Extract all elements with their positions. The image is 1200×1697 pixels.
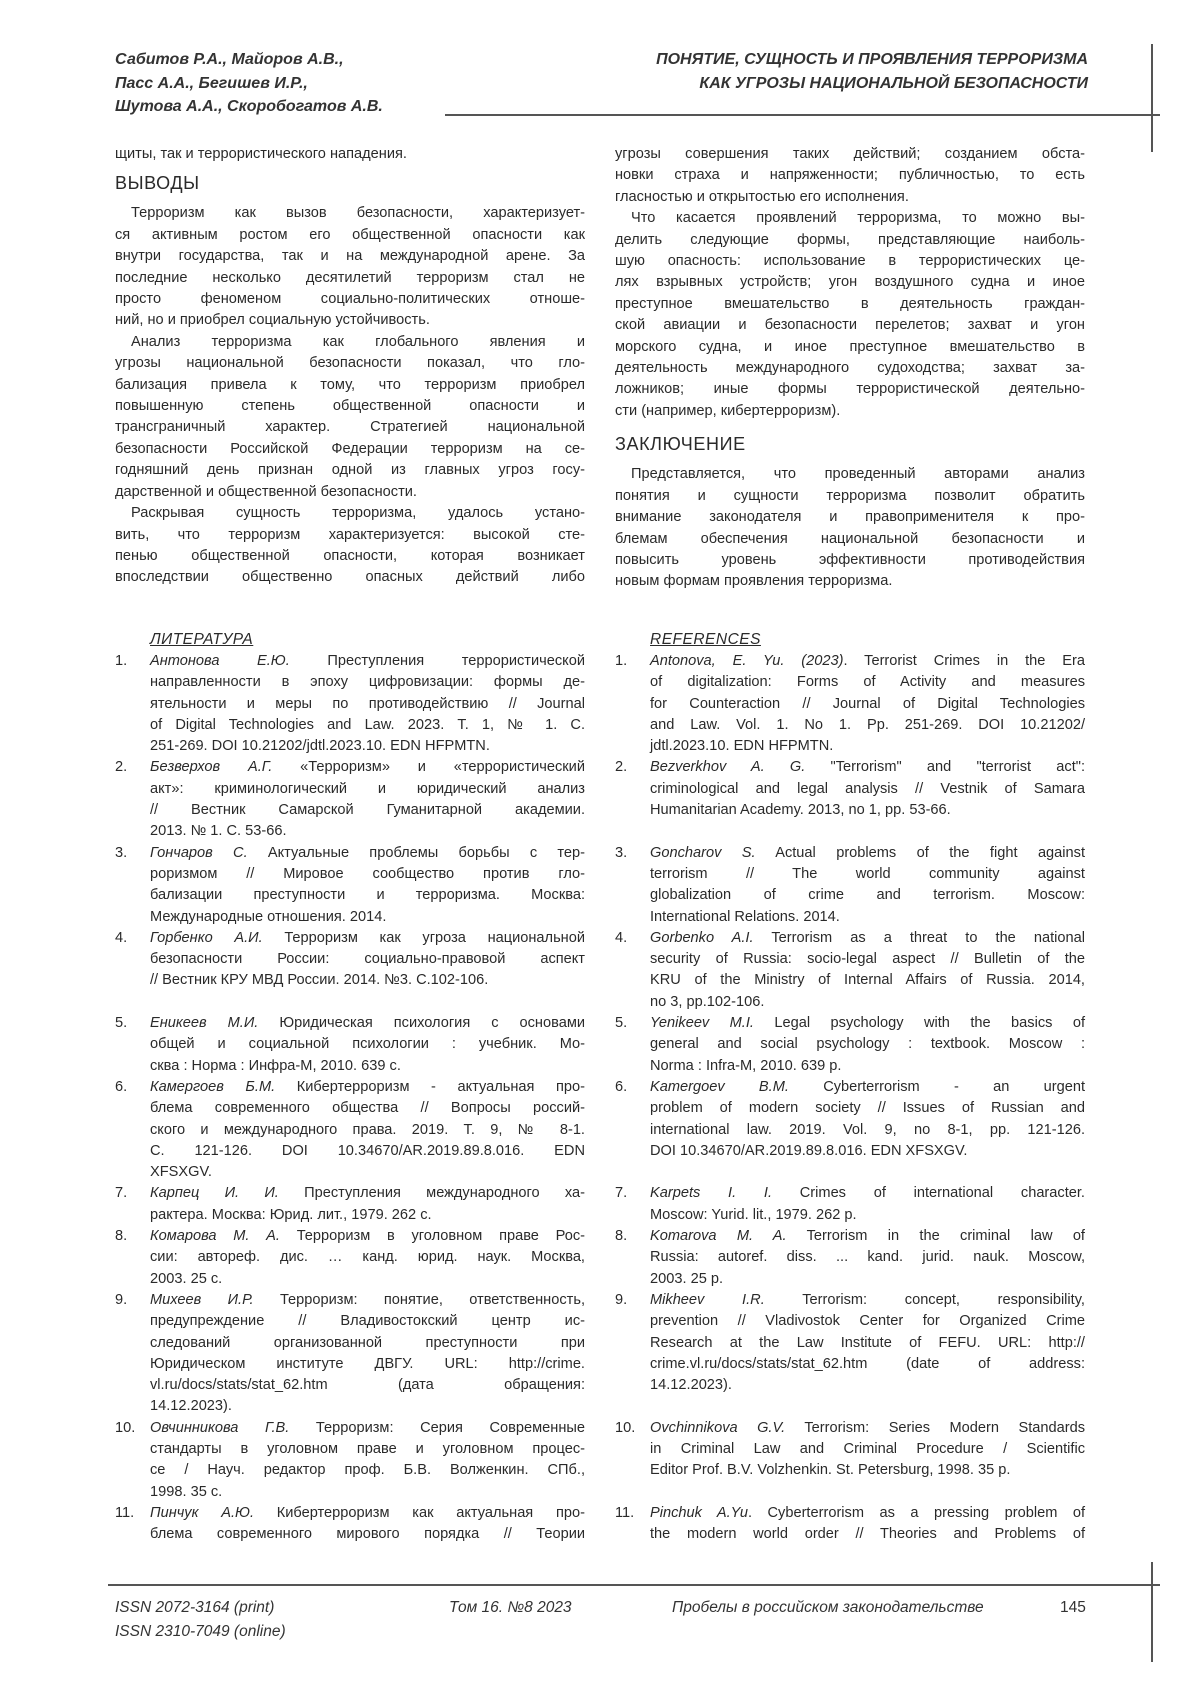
reference-number: 9.	[115, 1290, 150, 1418]
reference-item-ru	[115, 757, 585, 842]
reference-author: Mikheev I.R.	[650, 1292, 765, 1308]
reference-text	[150, 1290, 585, 1418]
reference-item-en	[615, 651, 1085, 757]
reference-author: Безверхов А.Г.	[150, 759, 272, 775]
text-line: понятия и сущности терроризма позволит обратить	[615, 486, 1085, 507]
text-line: годняшний день признан одной из главных угроз госу-	[115, 460, 585, 481]
text-line: of digitalization: Forms of Activity and measures	[650, 672, 1085, 693]
text-line: Терроризм как вызов безопасности, характеризует-	[115, 203, 585, 224]
text-line: Анализ терроризма как глобального явления и	[115, 332, 585, 353]
paragraph	[115, 332, 585, 503]
text-line: лях взрывных устройств; угон воздушного судна и иное	[615, 272, 1085, 293]
reference-number: 7.	[115, 1183, 150, 1226]
reference-text	[150, 651, 585, 757]
reference-item-ru	[115, 1226, 585, 1290]
reference-item-en	[615, 1226, 1085, 1290]
reference-author: Gorbenko A.I.	[650, 930, 754, 946]
reference-text	[650, 1290, 1085, 1418]
text-line: the modern world order // Theories and Problems of	[650, 1524, 1085, 1545]
text-line: Международные отношения. 2014.	[150, 907, 585, 928]
text-line: of Digital Technologies and Law. 2023. Т. 1, № 1. С.	[150, 715, 585, 736]
reference-author: Камергоев Б.М.	[150, 1079, 275, 1095]
text-line: globalization of crime and terrorism. Moscow:	[650, 885, 1085, 906]
text-line: шую опасность: использование в террористических це-	[615, 251, 1085, 272]
issn-block	[115, 1596, 286, 1644]
reference-item-en	[615, 1503, 1085, 1546]
text-line: terrorism // The world community against	[650, 864, 1085, 885]
text-line: направленности в эпоху цифровизации: формы де-	[150, 672, 585, 693]
text-line: блема современного общества // Вопросы россий-	[150, 1098, 585, 1119]
reference-number: 4.	[115, 928, 150, 1013]
text-line: общей и социальной психологии : учебник. Мо-	[150, 1034, 585, 1055]
text-line: Пинчук А.Ю. Кибертерроризм как актуальная про-	[150, 1503, 585, 1524]
text-line: DOI 10.34670/AR.2019.89.8.016. EDN XFSXGV.	[650, 1141, 1085, 1162]
text-line: Komarova M. A. Terrorism in the criminal law of	[650, 1226, 1085, 1247]
text-line: prevention // Vladivostok Center for Organized Crime	[650, 1311, 1085, 1332]
reference-item-ru	[115, 843, 585, 928]
reference-item-en	[615, 1013, 1085, 1077]
text-line: сти (например, кибертерроризм).	[615, 401, 1085, 422]
text-line: Bezverkhov A. G. "Terrorism" and "terrorist act":	[650, 757, 1085, 778]
text-line: jdtl.2023.10. EDN HFPMTN.	[650, 736, 1085, 757]
text-line: Moscow: Yurid. lit., 1979. 262 p.	[650, 1205, 1085, 1226]
text-line: деятельность международного судоходства; захват за-	[615, 358, 1085, 379]
reference-author: Антонова Е.Ю.	[150, 653, 290, 669]
text-line: преступное вмешательство в деятельность граждан-	[615, 294, 1085, 315]
text-line: Овчинникова Г.В. Терроризм: Серия Современные	[150, 1418, 585, 1439]
reference-number: 7.	[615, 1183, 650, 1226]
reference-item-ru	[115, 1077, 585, 1183]
reference-item-ru	[115, 1013, 585, 1077]
text-line: пенью общественной опасности, которая возникает	[115, 546, 585, 567]
running-title-line: КАК УГРОЗЫ НАЦИОНАЛЬНОЙ БЕЗОПАСНОСТИ	[656, 72, 1088, 96]
running-title	[656, 48, 1088, 95]
reference-author: Овчинникова Г.В.	[150, 1420, 289, 1436]
text-line: С. 121-126. DOI 10.34670/AR.2019.89.8.016. EDN	[150, 1141, 585, 1162]
reference-author: Гончаров С.	[150, 845, 248, 861]
text-line: Mikheev I.R. Terrorism: concept, responsibility,	[650, 1290, 1085, 1311]
reference-text	[150, 1226, 585, 1290]
reference-text	[650, 1183, 1085, 1226]
text-line: Что касается проявлений терроризма, то можно вы-	[615, 208, 1085, 229]
text-line: дарственной и общественной безопасности.	[115, 482, 585, 503]
right-column	[615, 144, 1085, 593]
text-line: international law. 2019. Vol. 9, no 8-1, pp. 121-126.	[650, 1120, 1085, 1141]
references-title-ru: ЛИТЕРАТУРА	[150, 629, 253, 651]
reference-text	[650, 1077, 1085, 1183]
reference-number: 3.	[115, 843, 150, 928]
reference-text	[150, 928, 585, 1013]
reference-number: 9.	[615, 1290, 650, 1418]
left-column	[115, 144, 585, 589]
running-title-line: ПОНЯТИЕ, СУЩНОСТЬ И ПРОЯВЛЕНИЯ ТЕРРОРИЗМА	[656, 48, 1088, 72]
reference-number: 10.	[115, 1418, 150, 1503]
text-line: Norma : Infra-M, 2010. 639 p.	[650, 1056, 1085, 1077]
text-line: трансграничный характер. Стратегией национальной	[115, 417, 585, 438]
reference-text	[650, 843, 1085, 928]
text-line: последние несколько десятилетий терроризм стал не	[115, 268, 585, 289]
text-line: Pinchuk A.Yu. Cyberterrorism as a pressing problem of	[650, 1503, 1085, 1524]
text-line: Research at the Law Institute of FEFU. URL: http://	[650, 1333, 1085, 1354]
reference-text	[650, 651, 1085, 757]
text-line: vl.ru/docs/stats/stat_62.htm (дата обращения:	[150, 1375, 585, 1396]
reference-number: 8.	[115, 1226, 150, 1290]
paragraph	[115, 203, 585, 331]
journal-name: Пробелы в российском законодательстве	[672, 1596, 984, 1620]
text-line: Еникеев М.И. Юридическая психология с основами	[150, 1013, 585, 1034]
reference-text	[150, 843, 585, 928]
reference-item-en	[615, 1183, 1085, 1226]
text-line: Karpets I. I. Crimes of international character.	[650, 1183, 1085, 1204]
text-line: International Relations. 2014.	[650, 907, 1085, 928]
header-vertical-rule	[1151, 44, 1153, 152]
reference-item-en	[615, 757, 1085, 842]
text-line: просто феноменом социально-политических отноше-	[115, 289, 585, 310]
reference-item-en	[615, 1418, 1085, 1503]
reference-number: 1.	[615, 651, 650, 757]
text-line: Антонова Е.Ю. Преступления террористической	[150, 651, 585, 672]
reference-item-ru	[115, 1183, 585, 1226]
text-line: Горбенко А.И. Терроризм как угроза национальной	[150, 928, 585, 949]
text-line: внутри государства, так и на международной арене. За	[115, 246, 585, 267]
text-line: сии: автореф. дис. … канд. юрид. наук. Москва,	[150, 1247, 585, 1268]
reference-number: 11.	[115, 1503, 150, 1546]
text-line: безопасности Российской Федерации терроризм на се-	[115, 439, 585, 460]
references-title-en: REFERENCES	[650, 629, 761, 651]
text-line: бализация привела к тому, что терроризм приобрел	[115, 375, 585, 396]
issn-print: ISSN 2072-3164 (print)	[115, 1596, 286, 1620]
reference-author: Комарова М. А.	[150, 1228, 280, 1244]
text-line: Камергоев Б.М. Кибертерроризм - актуальная про-	[150, 1077, 585, 1098]
text-line: Раскрывая сущность терроризма, удалось устано-	[115, 503, 585, 524]
reference-number: 3.	[615, 843, 650, 928]
text-line: 1998. 35 с.	[150, 1482, 585, 1503]
text-line: рактера. Москва: Юрид. лит., 1979. 262 с.	[150, 1205, 585, 1226]
text-line: щиты, так и террористического нападения.	[115, 144, 585, 165]
reference-text	[650, 1013, 1085, 1077]
text-line: Russia: autoref. diss. ... kand. jurid. nauk. Moscow,	[650, 1247, 1085, 1268]
references-list	[115, 651, 1085, 1545]
section-heading-conclusions: ВЫВОДЫ	[115, 171, 585, 195]
header-rule	[445, 114, 1160, 116]
text-line: problem of modern society // Issues of Russian and	[650, 1098, 1085, 1119]
reference-text	[150, 1418, 585, 1503]
text-line: стандарты в уголовном праве и уголовном процес-	[150, 1439, 585, 1460]
authors-line: Шутова А.А., Скоробогатов А.В.	[115, 95, 383, 119]
text-line: блемам обеспечения национальной безопасности и	[615, 529, 1085, 550]
text-line: general and social psychology : textbook. Moscow :	[650, 1034, 1085, 1055]
reference-item-ru	[115, 1503, 585, 1546]
footer-vertical-rule	[1151, 1562, 1153, 1662]
text-line: Представляется, что проведенный авторами анализ	[615, 464, 1085, 485]
reference-text	[150, 1503, 585, 1546]
authors-line: Сабитов Р.А., Майоров А.В.,	[115, 48, 383, 72]
reference-item-en	[615, 1290, 1085, 1418]
reference-author: Пинчук А.Ю.	[150, 1505, 254, 1521]
text-line: Комарова М. А. Терроризм в уголовном праве Рос-	[150, 1226, 585, 1247]
text-line: роризмом // Мировое сообщество против гло-	[150, 864, 585, 885]
reference-number: 10.	[615, 1418, 650, 1503]
text-line: угрозы совершения таких действий; созданием обста-	[615, 144, 1085, 165]
text-line: повышенную степень общественной опасности и	[115, 396, 585, 417]
reference-author: Bezverkhov A. G.	[650, 759, 805, 775]
text-line: Безверхов А.Г. «Терроризм» и «террористический	[150, 757, 585, 778]
reference-number: 8.	[615, 1226, 650, 1290]
text-line: безопасности России: социально-правовой аспект	[150, 949, 585, 970]
reference-item-en	[615, 1077, 1085, 1183]
reference-number: 5.	[115, 1013, 150, 1077]
text-line: Михеев И.Р. Терроризм: понятие, ответственность,	[150, 1290, 585, 1311]
reference-text	[650, 928, 1085, 1013]
text-line: 14.12.2023).	[650, 1375, 1085, 1396]
text-line: ложников; иные формы террористической деятельно-	[615, 379, 1085, 400]
text-line: Карпец И. И. Преступления международного ха-	[150, 1183, 585, 1204]
reference-number: 5.	[615, 1013, 650, 1077]
reference-item-en	[615, 928, 1085, 1013]
reference-author: Михеев И.Р.	[150, 1292, 254, 1308]
text-line: повысить уровень эффективности противодействия	[615, 550, 1085, 571]
text-line: внимание законодателя и правоприменителя к про-	[615, 507, 1085, 528]
text-line: 2013. № 1. С. 53-66.	[150, 821, 585, 842]
text-line: XFSXGV.	[150, 1162, 585, 1183]
reference-text	[150, 1077, 585, 1183]
article-authors	[115, 48, 383, 119]
text-line: for Counteraction // Journal of Digital Technologies	[650, 694, 1085, 715]
text-line: новки страха и напряженности; публичностью, то есть	[615, 165, 1085, 186]
text-line: crime.vl.ru/docs/stats/stat_62.htm (date of address:	[650, 1354, 1085, 1375]
text-line: ской авиации и безопасности перелетов; захват и угон	[615, 315, 1085, 336]
reference-item-en	[615, 843, 1085, 928]
reference-item-ru	[115, 651, 585, 757]
text-line: security of Russia: socio-legal aspect // Bulletin of the	[650, 949, 1085, 970]
page-number: 145	[1060, 1596, 1086, 1620]
text-line: предупреждение // Владивостокский центр ис-	[150, 1311, 585, 1332]
reference-author: Еникеев М.И.	[150, 1015, 258, 1031]
reference-author: Карпец И. И.	[150, 1185, 279, 1201]
reference-author: Kamergoev B.M.	[650, 1079, 789, 1095]
text-line: 251-269. DOI 10.21202/jdtl.2023.10. EDN HFPMTN.	[150, 736, 585, 757]
text-line: KRU of the Ministry of Internal Affairs of Russia. 2014,	[650, 970, 1085, 991]
text-line: Editor Prof. B.V. Volzhenkin. St. Petersburg, 1998. 35 p.	[650, 1460, 1085, 1481]
reference-number: 2.	[115, 757, 150, 842]
reference-author: Pinchuk A.Yu	[650, 1505, 748, 1521]
text-line: Yenikeev M.I. Legal psychology with the basics of	[650, 1013, 1085, 1034]
text-line: ся активным ростом его общественной опасности как	[115, 225, 585, 246]
text-line: // Вестник КРУ МВД России. 2014. №3. С.102-106.	[150, 970, 585, 991]
text-line: Humanitarian Academy. 2013, no 1, pp. 53-66.	[650, 800, 1085, 821]
text-line: гласностью и открытостью его исполнения.	[615, 187, 1085, 208]
text-line: no 3, pp.102-106.	[650, 992, 1085, 1013]
text-line: criminological and legal analysis // Vestnik of Samara	[650, 779, 1085, 800]
paragraph	[615, 144, 1085, 208]
text-line: Kamergoev B.M. Cyberterrorism - an urgent	[650, 1077, 1085, 1098]
text-line: се / Науч. редактор проф. Б.В. Волженкин. СПб.,	[150, 1460, 585, 1481]
reference-author: Горбенко А.И.	[150, 930, 263, 946]
text-line: ний, но и приобрел социальную устойчивость.	[115, 310, 585, 331]
text-line: Gorbenko A.I. Terrorism as a threat to the national	[650, 928, 1085, 949]
paragraph	[615, 464, 1085, 592]
text-line: угрозы национальной безопасности показал, что гло-	[115, 353, 585, 374]
reference-item-ru	[115, 928, 585, 1013]
reference-text	[650, 1503, 1085, 1546]
text-line: впоследствии общественно опасных действий либо	[115, 567, 585, 588]
text-line: Antonova, E. Yu. (2023). Terrorist Crimes in the Era	[650, 651, 1085, 672]
text-line: ятельности и меры по противодействию // Journal	[150, 694, 585, 715]
reference-author: Goncharov S.	[650, 845, 756, 861]
issue-info: Том 16. №8 2023	[449, 1596, 572, 1620]
reference-item-ru	[115, 1290, 585, 1418]
paragraph	[115, 144, 585, 165]
reference-author: Ovchinnikova G.V.	[650, 1420, 785, 1436]
authors-line: Пасс А.А., Бегишев И.Р.,	[115, 72, 383, 96]
reference-number: 2.	[615, 757, 650, 842]
reference-author: Komarova M. A.	[650, 1228, 787, 1244]
reference-number: 1.	[115, 651, 150, 757]
text-line: Ovchinnikova G.V. Terrorism: Series Modern Standards	[650, 1418, 1085, 1439]
reference-author: Antonova, E. Yu. (2023)	[650, 653, 843, 669]
text-line: 2003. 25 p.	[650, 1269, 1085, 1290]
text-line: блема современного мирового порядка // Теории	[150, 1524, 585, 1545]
text-line: следований организованной преступности при	[150, 1333, 585, 1354]
reference-author: Yenikeev M.I.	[650, 1015, 754, 1031]
text-line: Goncharov S. Actual problems of the fight against	[650, 843, 1085, 864]
text-line: вить, что терроризм характеризуется: высокой сте-	[115, 525, 585, 546]
reference-text	[650, 1418, 1085, 1503]
text-line: in Criminal Law and Criminal Procedure / Scientific	[650, 1439, 1085, 1460]
text-line: Гончаров С. Актуальные проблемы борьбы с тер-	[150, 843, 585, 864]
reference-item-ru	[115, 1418, 585, 1503]
reference-text	[150, 1013, 585, 1077]
section-heading-final: ЗАКЛЮЧЕНИЕ	[615, 432, 1085, 456]
text-line: бализации преступности и терроризма. Москва:	[150, 885, 585, 906]
text-line: and Law. Vol. 1. No 1. Pp. 251-269. DOI 10.21202/	[650, 715, 1085, 736]
text-line: Юридическом институте ДВГУ. URL: http://crime.	[150, 1354, 585, 1375]
text-line: новым формам проявления терроризма.	[615, 571, 1085, 592]
reference-number: 11.	[615, 1503, 650, 1546]
text-line: акт»: криминологический и юридический анализ	[150, 779, 585, 800]
text-line: // Вестник Самарской Гуманитарной академии.	[150, 800, 585, 821]
reference-number: 4.	[615, 928, 650, 1013]
text-line: делить следующие формы, представляющие наиболь-	[615, 230, 1085, 251]
reference-author: Karpets I. I.	[650, 1185, 772, 1201]
reference-number: 6.	[615, 1077, 650, 1183]
issn-online: ISSN 2310-7049 (online)	[115, 1620, 286, 1644]
reference-text	[150, 1183, 585, 1226]
text-line: морского судна, и иное преступное вмешательство в	[615, 337, 1085, 358]
reference-text	[650, 757, 1085, 842]
text-line: ского и международного права. 2019. Т. 9, № 8-1.	[150, 1120, 585, 1141]
footer-rule	[108, 1584, 1160, 1586]
text-line: 14.12.2023).	[150, 1396, 585, 1417]
reference-text	[150, 757, 585, 842]
paragraph	[115, 503, 585, 589]
text-line: 2003. 25 с.	[150, 1269, 585, 1290]
paragraph	[615, 208, 1085, 422]
reference-text	[650, 1226, 1085, 1290]
text-line: сква : Норма : Инфра-М, 2010. 639 с.	[150, 1056, 585, 1077]
reference-number: 6.	[115, 1077, 150, 1183]
